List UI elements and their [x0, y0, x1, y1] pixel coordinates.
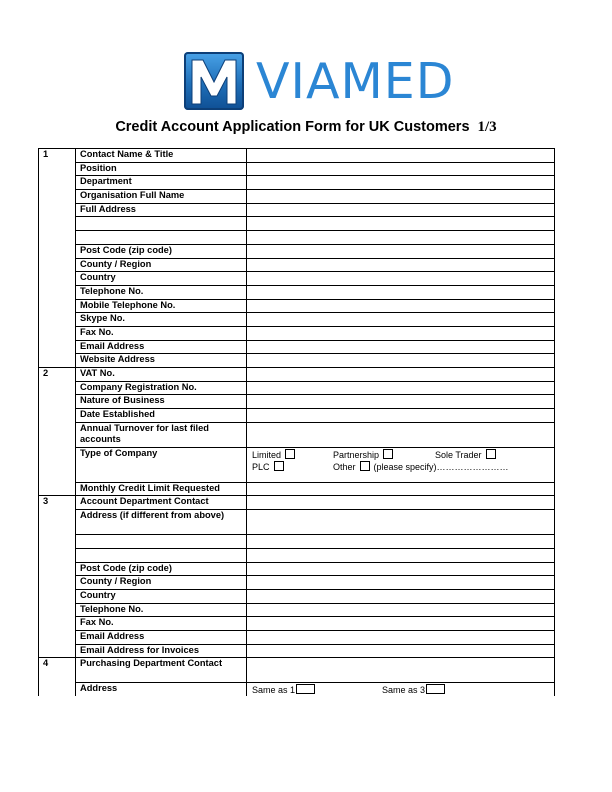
field-label: Email Address	[76, 340, 247, 354]
field-label: Website Address	[76, 354, 247, 368]
field-label: Organisation Full Name	[76, 190, 247, 204]
page-number: 1/3	[477, 119, 497, 135]
field-label: Account Department Contact	[76, 496, 247, 510]
fax-input[interactable]	[247, 326, 555, 340]
field-label: Country	[76, 272, 247, 286]
address-line-3-input[interactable]	[247, 231, 555, 245]
account-address-line-2-input[interactable]	[247, 535, 555, 549]
field-label: Type of Company	[76, 447, 247, 482]
account-post-code-input[interactable]	[247, 562, 555, 576]
same-as-3-checkbox[interactable]	[426, 684, 445, 694]
field-label	[76, 217, 247, 231]
section-number: 2	[39, 368, 76, 382]
field-label	[76, 535, 247, 549]
country-input[interactable]	[247, 272, 555, 286]
invoice-email-input[interactable]	[247, 644, 555, 658]
field-label: Mobile Telephone No.	[76, 299, 247, 313]
brand-name: VIAMED	[256, 53, 455, 110]
field-label: Full Address	[76, 203, 247, 217]
field-label: Skype No.	[76, 313, 247, 327]
telephone-input[interactable]	[247, 285, 555, 299]
post-code-input[interactable]	[247, 244, 555, 258]
account-fax-input[interactable]	[247, 617, 555, 631]
date-established-input[interactable]	[247, 409, 555, 423]
other-specify-note: (please specify)……………………	[373, 461, 509, 472]
sole-trader-checkbox[interactable]	[486, 449, 496, 459]
field-label: Telephone No.	[76, 285, 247, 299]
field-label: Purchasing Department Contact	[76, 658, 247, 683]
field-label: Post Code (zip code)	[76, 244, 247, 258]
account-country-input[interactable]	[247, 589, 555, 603]
account-address-line-1-input[interactable]	[247, 510, 555, 535]
field-label: Fax No.	[76, 617, 247, 631]
field-label: County / Region	[76, 576, 247, 590]
account-address-line-3-input[interactable]	[247, 548, 555, 562]
option-sole-trader[interactable]: Sole Trader	[435, 449, 496, 461]
option-plc[interactable]: PLC	[252, 461, 284, 473]
vat-input[interactable]	[247, 368, 555, 382]
same-as-1-checkbox[interactable]	[296, 684, 315, 694]
option-same-as-3[interactable]: Same as 3	[382, 684, 445, 696]
field-label: Address	[76, 683, 247, 696]
option-limited[interactable]: Limited	[252, 449, 295, 461]
field-label: Country	[76, 589, 247, 603]
field-label: Address (if different from above)	[76, 510, 247, 535]
contact-name-input[interactable]	[247, 149, 555, 163]
field-label: Email Address for Invoices	[76, 644, 247, 658]
purchasing-address-options	[247, 683, 555, 696]
field-label: Email Address	[76, 630, 247, 644]
account-county-input[interactable]	[247, 576, 555, 590]
field-label: Contact Name & Title	[76, 149, 247, 163]
account-email-input[interactable]	[247, 630, 555, 644]
option-partnership[interactable]: Partnership	[333, 449, 393, 461]
field-label: Date Established	[76, 409, 247, 423]
other-checkbox[interactable]	[360, 461, 370, 471]
website-input[interactable]	[247, 354, 555, 368]
field-label: Position	[76, 162, 247, 176]
field-label: VAT No.	[76, 368, 247, 382]
form-title-text: Credit Account Application Form for UK Customers	[115, 119, 470, 135]
plc-checkbox[interactable]	[274, 461, 284, 471]
skype-input[interactable]	[247, 313, 555, 327]
limited-checkbox[interactable]	[285, 449, 295, 459]
field-label: Telephone No.	[76, 603, 247, 617]
annual-turnover-input[interactable]	[247, 422, 555, 447]
field-label: Annual Turnover for last filed accounts	[76, 422, 247, 447]
field-label: Fax No.	[76, 326, 247, 340]
company-reg-input[interactable]	[247, 381, 555, 395]
section-number: 3	[39, 496, 76, 510]
field-label: Monthly Credit Limit Requested	[76, 482, 247, 496]
field-label: Department	[76, 176, 247, 190]
nature-of-business-input[interactable]	[247, 395, 555, 409]
field-label: Nature of Business	[76, 395, 247, 409]
field-label: Post Code (zip code)	[76, 562, 247, 576]
account-contact-input[interactable]	[247, 496, 555, 510]
section-number: 1	[39, 149, 76, 163]
company-type-options	[247, 447, 555, 482]
address-line-1-input[interactable]	[247, 203, 555, 217]
organisation-input[interactable]	[247, 190, 555, 204]
application-form-table	[38, 148, 555, 696]
section-number: 4	[39, 658, 76, 683]
field-label	[76, 548, 247, 562]
option-same-as-1[interactable]: Same as 1	[252, 684, 315, 696]
form-title	[0, 119, 612, 136]
account-telephone-input[interactable]	[247, 603, 555, 617]
department-input[interactable]	[247, 176, 555, 190]
mobile-input[interactable]	[247, 299, 555, 313]
address-line-2-input[interactable]	[247, 217, 555, 231]
field-label: County / Region	[76, 258, 247, 272]
field-label: Company Registration No.	[76, 381, 247, 395]
credit-limit-input[interactable]	[247, 482, 555, 496]
option-other[interactable]: Other (please specify)……………………	[333, 461, 509, 472]
purchasing-contact-input[interactable]	[247, 658, 555, 683]
email-input[interactable]	[247, 340, 555, 354]
position-input[interactable]	[247, 162, 555, 176]
county-input[interactable]	[247, 258, 555, 272]
field-label	[76, 231, 247, 245]
viamed-m-logo-icon	[184, 52, 244, 110]
partnership-checkbox[interactable]	[383, 449, 393, 459]
